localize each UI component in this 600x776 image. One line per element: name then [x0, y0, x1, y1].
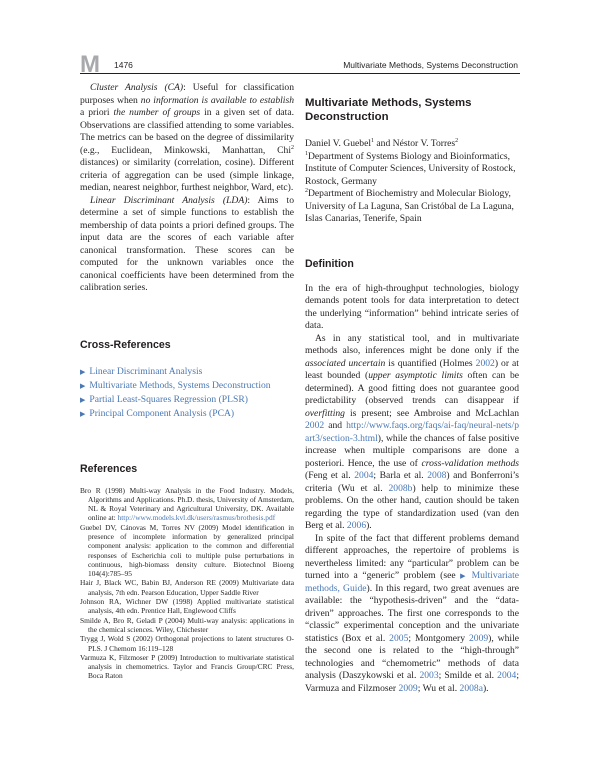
citation-link[interactable]: 2008b — [388, 482, 413, 494]
citation-link[interactable]: 2002 — [305, 420, 325, 431]
cross-ref-link[interactable]: Multivariate methods, Guide — [305, 570, 519, 594]
citation-link[interactable]: 2006 — [346, 520, 367, 531]
text: ; Barla et al. — [373, 470, 428, 481]
triangle-right-icon: ▶ — [80, 409, 86, 418]
text: is quantified (Holmes — [385, 357, 476, 369]
text: As in any statistical tool, and in multivariate methods also, inferences might be done only if the — [305, 332, 519, 356]
text: a priori — [80, 107, 114, 118]
text: distances) or similarity (correlation, cosine). Different criteria of aggregation can be used (simple linkage, median, nearest neighbor, furthest neighbor, Ward, etc). — [80, 157, 294, 193]
superscript: 2 — [305, 187, 308, 194]
text: ). — [366, 520, 372, 531]
references-heading: References — [80, 462, 138, 475]
text: ), while the second one is related to the “high-through” technologies and “chemometric” methods of data analysis (Daszykowski et al. — [305, 632, 519, 681]
text: ; Montgomery — [408, 632, 469, 644]
citation-link[interactable]: 2002 — [475, 357, 495, 369]
reference-link[interactable]: http://www.models.kvl.dk/users/rasmus/brothesis.pdf — [117, 513, 276, 523]
page-number: 1476 — [114, 60, 133, 70]
citation-link[interactable]: 2009 — [398, 682, 418, 694]
cross-ref-link[interactable]: Multivariate Methods, Systems Deconstruction — [89, 379, 271, 391]
text: ; Wu et al. — [417, 682, 460, 694]
citation-link[interactable]: 2003 — [419, 670, 439, 681]
cluster-analysis-term: Cluster Analysis (CA) — [90, 82, 184, 93]
triangle-right-icon: ▶ — [80, 395, 86, 404]
citation-link[interactable]: 2005 — [389, 632, 409, 644]
right-column — [305, 82, 519, 695]
text: Daniel V. Guebel — [305, 138, 371, 149]
text: Bro R (1998) Multi-way Analysis in the Food Industry. Models, Algorithms and Applications. Ph.D. thesis, University of Amsterdam, NL & Royal Veterinary and Agricultural University, DK. Available online at: — [80, 485, 294, 523]
citation-link[interactable]: 2008 — [427, 470, 447, 481]
text-italic: associated uncertain — [305, 357, 386, 369]
text: Department of Systems Biology and Bioinformatics, Institute of Computer Sciences, University of Rostock, Rostock, Germany — [305, 150, 516, 187]
text-italic: cross-validation methods — [421, 457, 520, 469]
cross-ref-item[interactable] — [80, 407, 294, 421]
text: often can be determined). A good fitting does not guarantee good predictability (observed trends can disappear if — [305, 370, 519, 406]
header-rule — [80, 73, 520, 74]
definition-paragraph-1: In the era of high-throughput technologies, biology demands potent tools for data interpretation to detect the underlying “information” behind intricate series of data. — [305, 282, 519, 331]
triangle-right-icon: ▶ — [80, 381, 86, 390]
lda-paragraph — [80, 195, 294, 295]
definition-paragraph-2 — [305, 333, 519, 533]
superscript: 2 — [291, 144, 294, 151]
text: ) and Bonferroni’s criteria (Wu et al. — [305, 470, 520, 494]
cluster-analysis-paragraph — [80, 82, 294, 195]
triangle-right-icon: ▶ — [80, 367, 86, 376]
cross-ref-link[interactable]: Partial Least-Squares Regression (PLSR) — [89, 393, 248, 405]
text: and — [324, 420, 347, 431]
section-letter: M — [80, 51, 99, 78]
affiliation-1 — [305, 151, 519, 189]
cross-references-list — [80, 365, 294, 421]
left-column — [80, 82, 294, 681]
url-link[interactable]: http://www.faqs.org/faqs/ai-faq/neural-nets/part3/section-3.html — [305, 420, 519, 444]
citation-link[interactable]: 2008a — [459, 682, 483, 694]
running-title: Multivariate Methods, Systems Deconstruction — [343, 60, 518, 70]
text: ). — [482, 682, 489, 694]
text: ) help to minimize these problems. On the other hand, caution should be taken regarding the type of standardization used (van den Berg et al. — [305, 482, 519, 531]
text-italic: upper asymptotic limits — [368, 370, 463, 381]
text: in a given set of data. Observations are classified attending to some variables. The metrics can be based on the degree of dissimilarity (e.g., Euclidean, Minkowski, Manhattan, Chi — [80, 107, 294, 156]
citation-link[interactable]: 2004 — [354, 470, 374, 481]
text: (Feng et al. — [305, 470, 355, 481]
superscript: 1 — [305, 150, 308, 157]
cross-ref-item[interactable] — [80, 393, 294, 407]
text: Department of Biochemistry and Molecular Biology, University of La Laguna, San Cristóbal de La Laguna, Islas Canarias, Tenerife, Spain — [305, 188, 514, 224]
cross-ref-link[interactable]: Linear Discriminant Analysis — [89, 365, 203, 377]
triangle-right-icon: ▶ — [460, 572, 472, 580]
reference-item: Johnson RA, Wichner DW (1998) Applied multivariate statistical analysis, 4th edn. Prentice Hall, Englewood Cliffs — [80, 597, 294, 616]
citation-link[interactable]: 2004 — [497, 670, 517, 681]
text: : Useful for classification purposes when — [80, 82, 294, 106]
text-italic: the number of groups — [113, 107, 201, 118]
affiliation-2 — [305, 188, 519, 226]
text: ) or at least bounded ( — [305, 357, 519, 381]
text-italic: overfitting — [305, 407, 345, 419]
authors — [305, 138, 519, 151]
text: is present; see Ambroise and McLachlan — [344, 407, 519, 419]
text: ), while the chances of false positive increase when multiple comparisons are done a posteriori. Hence, the use of — [305, 432, 519, 469]
text: ; Varmuza and Filzmoser — [305, 670, 519, 694]
cross-ref-link[interactable]: Principal Component Analysis (PCA) — [89, 407, 235, 419]
text: ). In this regard, two great avenues are available: the “hypothesis-driven” and the “data-driven” approaches. The first one corresponds to the “classic” experimental conception and the univariate statistics (Box et al. — [305, 582, 519, 644]
definition-paragraph-3 — [305, 533, 519, 696]
entry-title: Multivariate Methods, Systems Deconstruction — [305, 97, 472, 123]
cross-ref-item[interactable] — [80, 365, 294, 379]
reference-item — [80, 486, 294, 523]
text: and Néstor V. Torres — [374, 138, 456, 149]
reference-item: Guebel DV, Cánovas M, Torres NV (2009) Model identification in presence of incomplete information by generalized principal component analysis: application to the common and differential responses of Escherichia coli to multiple pulse perturbations in continuous, high-biomass density culture. Biotechnol Bioeng 104(4):785–95 — [80, 522, 294, 579]
reference-item: Trygg J, Wold S (2002) Orthogonal projections to latent structures O-PLS. J Chemom 16:119–128 — [80, 634, 294, 653]
cross-references-heading: Cross-References — [80, 338, 171, 351]
superscript: 2 — [455, 137, 459, 144]
superscript: 1 — [371, 137, 374, 144]
text: ; Smilde et al. — [438, 670, 498, 681]
definition-heading: Definition — [305, 257, 354, 270]
lda-term: Linear Discriminant Analysis (LDA) — [90, 194, 248, 206]
reference-item: Smilde A, Bro R, Geladi P (2004) Multi-way analysis: applications in the chemical sciences. Wiley, Chichester — [80, 615, 294, 634]
text-italic: no information is available to establish — [140, 94, 295, 106]
cross-ref-item[interactable] — [80, 379, 294, 393]
reference-item: Varmuza K, Filzmoser P (2009) Introduction to multivariate statistical analysis in chemometrics. Taylor and Francis Group/CRC Press, Boca Raton — [80, 652, 294, 681]
reference-item: Hair J, Black WC, Babin BJ, Anderson RE (2009) Multivariate data analysis, 7th edn. Pearson Education, Upper Saddle River — [80, 578, 294, 597]
text: In spite of the fact that different problems demand different approaches, the repertoire of problems is nevertheless limited: any “particular” problem can be turned into a “generic” problem (see — [305, 532, 519, 581]
text: : Aims to determine a set of simple functions to establish the membership of data points a priori defined groups. The input data are the scores of each variable after canonical transformation. These scores can be computed for the unknown variables once the canonical coefficients have been determined from the calibration series. — [80, 194, 294, 293]
references-list — [80, 486, 294, 681]
citation-link[interactable]: 2009 — [468, 632, 489, 644]
